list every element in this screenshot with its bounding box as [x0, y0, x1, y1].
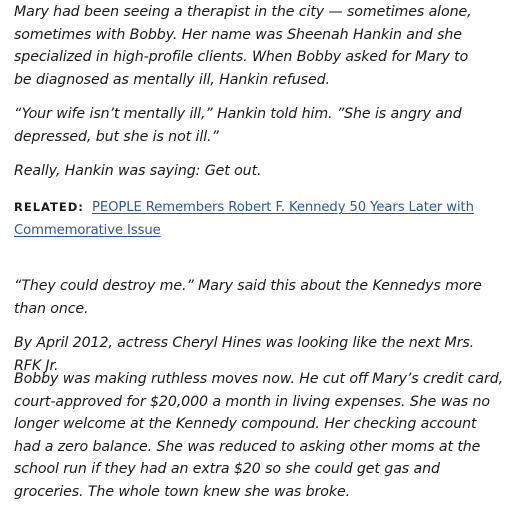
paragraph-ruthless-moves: Bobby was making ruthless moves now. He cut off Mary’s credit card, court-approved for $20,000 a month in living expenses. She was no longer welcome at the Kennedy compound. Her checking account had a zero balance. She was reduced to asking other moms at the school run if they had an extra $20 so she could get gas and groceries. The whole town knew she was broke. [14, 371, 504, 500]
related-article-link[interactable]: PEOPLE Remembers Robert F. Kennedy 50 Years Later with Commemorative Issue [14, 200, 474, 238]
paragraph-get-out: Really, Hankin was saying: Get out. [14, 163, 262, 179]
paragraph-hankin-quote: “Your wife isn’t mentally ill,” Hankin told him. ”She is angry and depressed, but she is not ill.” [14, 106, 462, 145]
paragraph-cheryl-hines: By April 2012, actress Cheryl Hines was looking like the next Mrs. RFK Jr. [14, 335, 475, 374]
paragraph-therapist: Mary had been seeing a therapist in the city — sometimes alone, sometimes with Bobby. Her name was Sheenah Hankin and she specialized in high-profile clients. When Bobby asked for Mary to be diagnosed as mentally ill, Hankin refused. [14, 4, 472, 88]
related-label: RELATED: [14, 200, 84, 214]
paragraph-destroy-me: “They could destroy me.” Mary said this about the Kennedys more than once. [14, 278, 482, 317]
related-link-block [14, 196, 474, 242]
